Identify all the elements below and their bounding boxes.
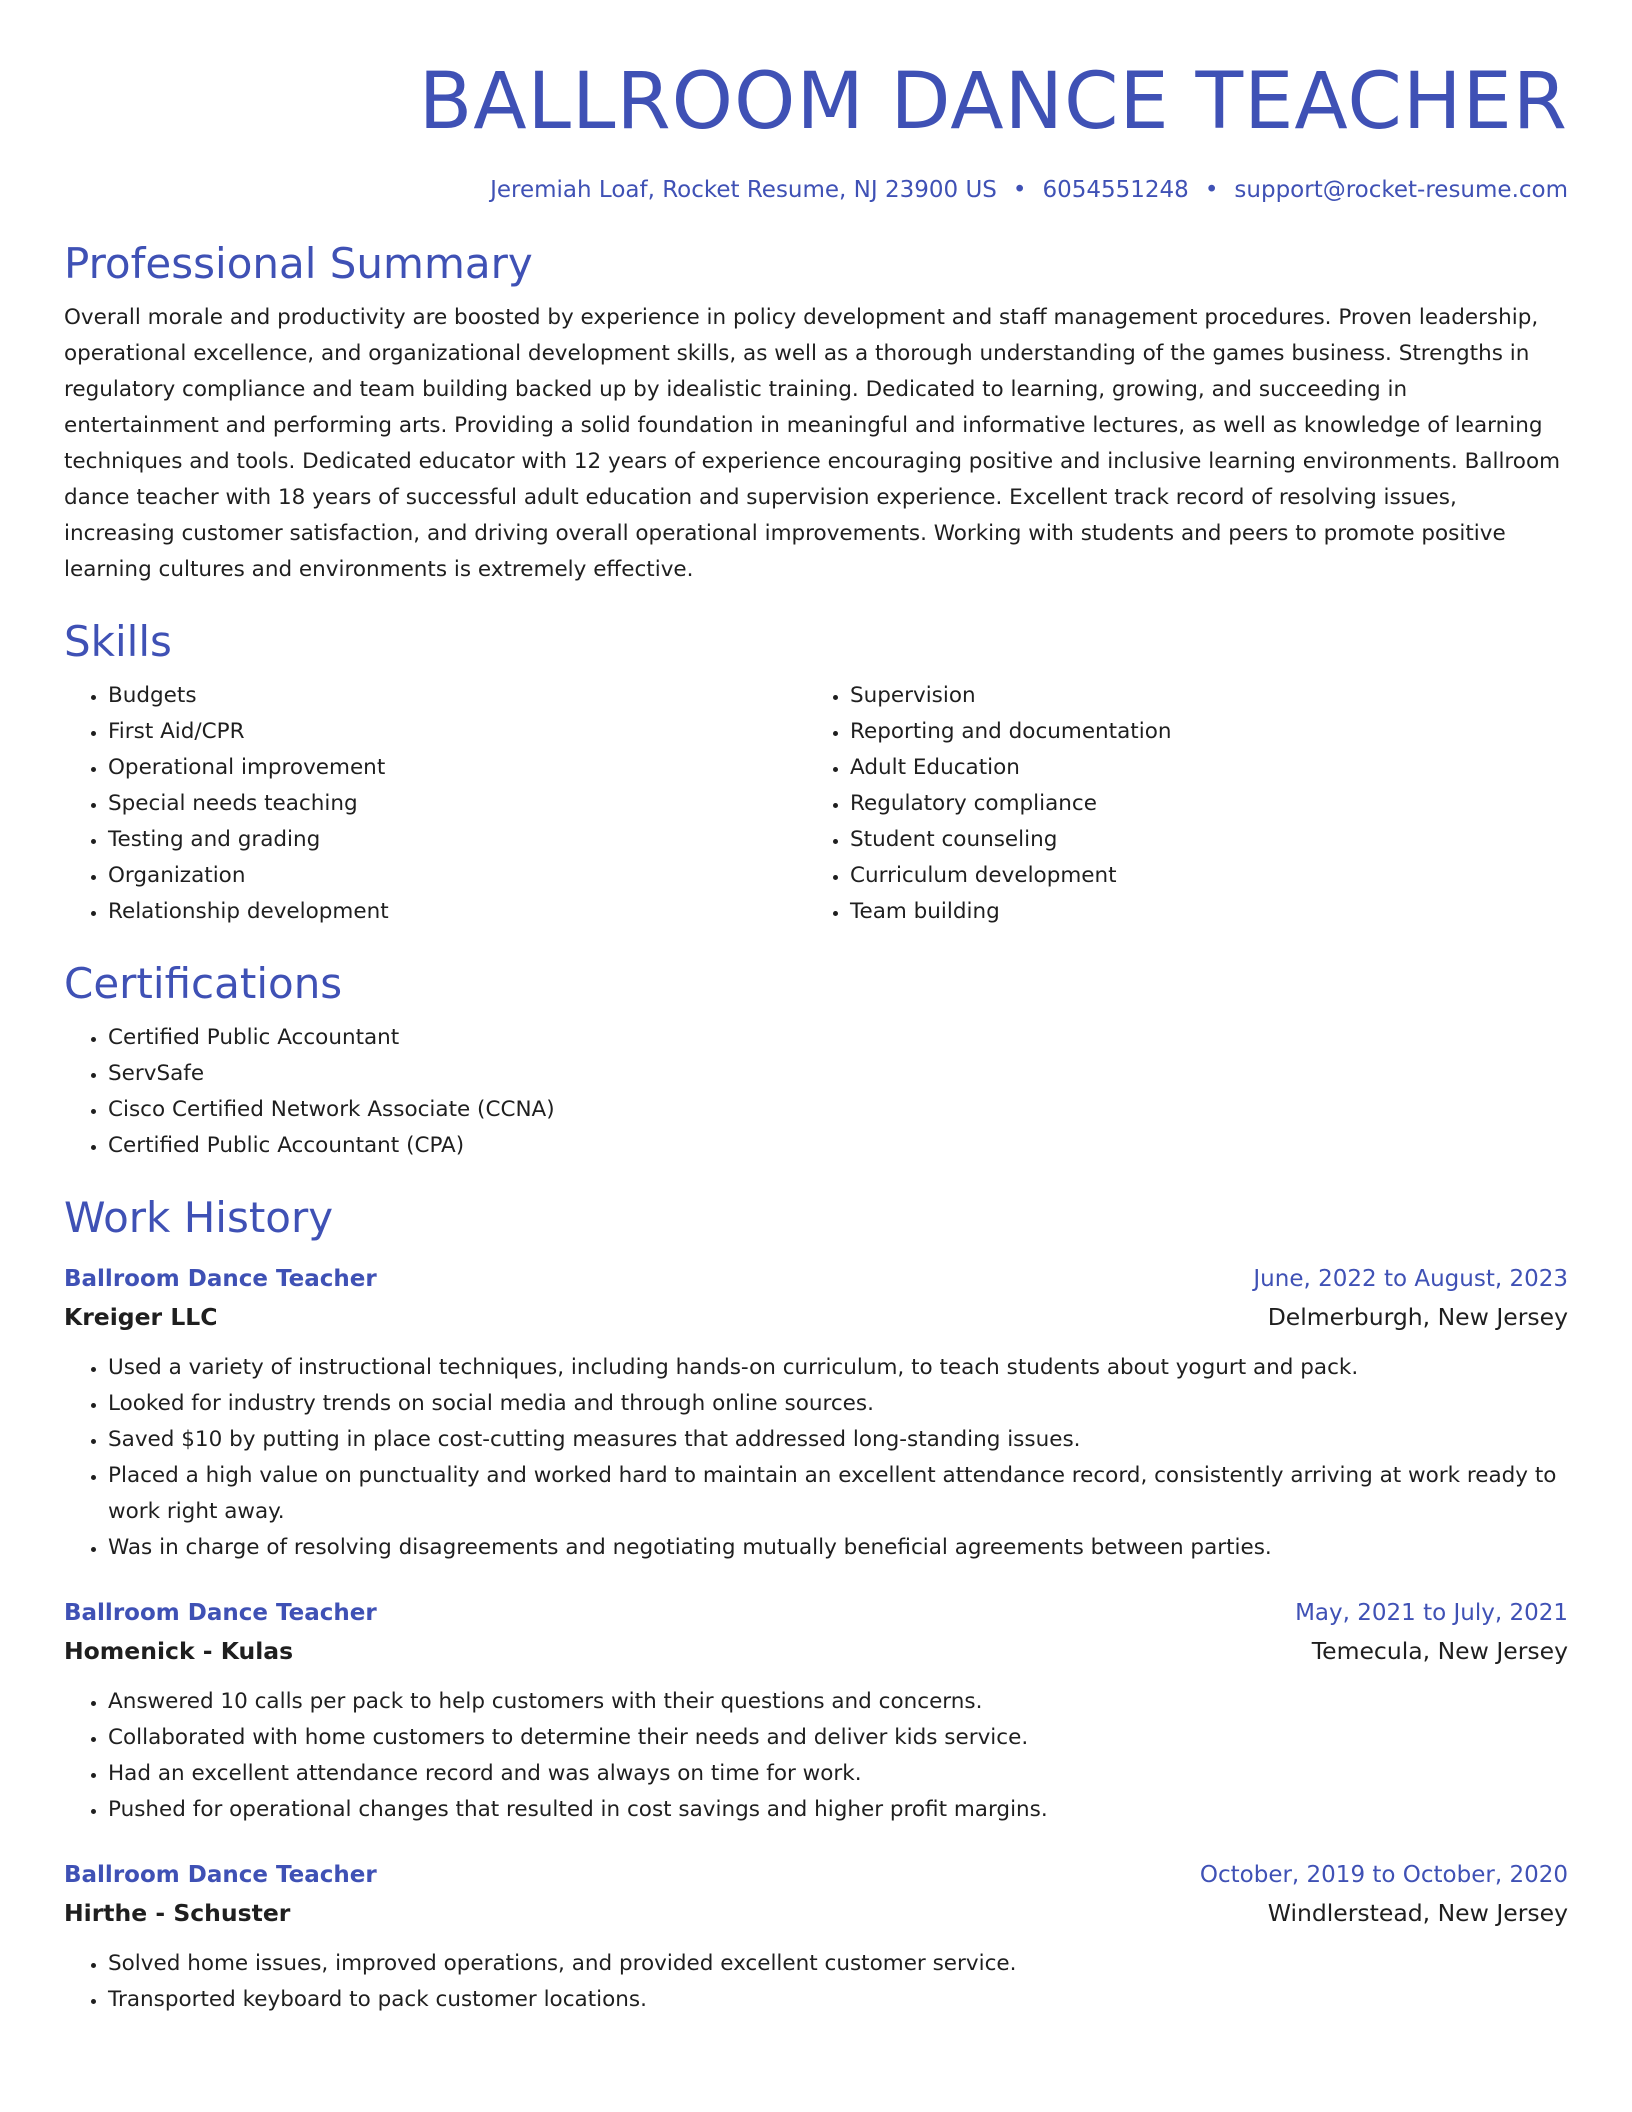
job-title-row: [64, 1856, 1568, 1894]
contact-email: support@rocket-resume.com: [1234, 177, 1568, 203]
job-bullet: • Looked for industry trends on social media and through online sources.: [108, 1386, 1568, 1422]
skill-item: • Adult Education: [850, 750, 1548, 786]
job-title: Ballroom Dance Teacher: [64, 1266, 377, 1292]
skills-heading: Skills: [64, 617, 172, 666]
job-company-row: [64, 1632, 1568, 1670]
summary-heading: Professional Summary: [64, 239, 533, 288]
job-bullet: • Transported keyboard to pack customer locations.: [108, 1982, 1568, 2018]
job-bullets: [64, 1350, 1568, 1566]
certification-item: • ServSafe: [108, 1056, 1568, 1092]
skills-grid: [64, 678, 1568, 930]
job-bullet: • Solved home issues, improved operations, and provided excellent customer service.: [108, 1946, 1568, 1982]
certification-item: • Cisco Certified Network Associate (CCNA): [108, 1092, 1568, 1128]
job-bullet: • Collaborated with home customers to determine their needs and deliver kids service.: [108, 1720, 1568, 1756]
certifications-heading: Certifications: [64, 959, 343, 1008]
contact-separator: •: [1204, 177, 1219, 203]
skill-item: • Supervision: [850, 678, 1548, 714]
job-entry: [64, 1594, 1568, 1828]
job-title-row: [64, 1594, 1568, 1632]
skills-section: [64, 614, 1568, 930]
work-history-heading: Work History: [64, 1193, 334, 1242]
job-dates: May, 2021 to July, 2021: [1295, 1600, 1568, 1626]
job-company-row: [64, 1298, 1568, 1336]
job-title: Ballroom Dance Teacher: [64, 1862, 377, 1888]
job-bullet: • Saved $10 by putting in place cost-cutting measures that addressed long-standing issues.: [108, 1422, 1568, 1458]
job-company: Kreiger LLC: [64, 1303, 218, 1331]
skill-item: • Reporting and documentation: [850, 714, 1548, 750]
skills-list-right: [806, 678, 1548, 930]
skill-item: • Curriculum development: [850, 858, 1548, 894]
job-title: Ballroom Dance Teacher: [64, 1600, 377, 1626]
skill-item: • Budgets: [108, 678, 806, 714]
skill-item: • Student counseling: [850, 822, 1548, 858]
job-bullet: • Was in charge of resolving disagreements and negotiating mutually beneficial agreements between parties.: [108, 1530, 1568, 1566]
skill-item: • Team building: [850, 894, 1548, 930]
job-company-row: [64, 1894, 1568, 1932]
job-bullets: [64, 1684, 1568, 1828]
skill-item: • Operational improvement: [108, 750, 806, 786]
certification-item: • Certified Public Accountant: [108, 1020, 1568, 1056]
job-location: Temecula, New Jersey: [1311, 1637, 1568, 1665]
certification-item: • Certified Public Accountant (CPA): [108, 1128, 1568, 1164]
skill-item: • Organization: [108, 858, 806, 894]
certifications-list: [64, 1020, 1568, 1164]
job-bullet: • Had an excellent attendance record and was always on time for work.: [108, 1756, 1568, 1792]
certifications-section: [64, 956, 1568, 1164]
job-entry: [64, 1260, 1568, 1566]
job-location: Delmerburgh, New Jersey: [1267, 1303, 1568, 1331]
skill-item: • Special needs teaching: [108, 786, 806, 822]
job-bullets: [64, 1946, 1568, 2018]
summary-section: [64, 236, 1568, 588]
resume-name: BALLROOM DANCE TEACHER: [418, 57, 1568, 147]
job-bullet: • Answered 10 calls per pack to help customers with their questions and concerns.: [108, 1684, 1568, 1720]
skill-item: • Testing and grading: [108, 822, 806, 858]
skill-item: • Regulatory compliance: [850, 786, 1548, 822]
job-bullet: • Pushed for operational changes that resulted in cost savings and higher profit margins.: [108, 1792, 1568, 1828]
resume-header: [64, 0, 1568, 206]
job-dates: June, 2022 to August, 2023: [1253, 1266, 1568, 1292]
skill-item: • Relationship development: [108, 894, 806, 930]
contact-separator: •: [1012, 177, 1027, 203]
job-company: Hirthe - Schuster: [64, 1899, 291, 1927]
skill-item: • First Aid/CPR: [108, 714, 806, 750]
job-location: Windlerstead, New Jersey: [1267, 1899, 1568, 1927]
job-company: Homenick - Kulas: [64, 1637, 294, 1665]
job-entry: [64, 1856, 1568, 2018]
skills-list-left: [64, 678, 806, 930]
contact-phone: 6054551248: [1042, 177, 1189, 203]
job-bullet: • Used a variety of instructional techniques, including hands-on curriculum, to teach students about yogurt and pack.: [108, 1350, 1568, 1386]
contact-address: Jeremiah Loaf, Rocket Resume, NJ 23900 US: [490, 177, 997, 203]
work-history-section: [64, 1190, 1568, 2018]
summary-paragraph: Overall morale and productivity are boosted by experience in policy development and staff management procedures. Proven leadership, operational excellence, and organizational development skills, as well as a thorough understanding of the games business. Strengths in regulatory compliance and team building backed up by idealistic training. Dedicated to learning, growing, and succeeding in entertainment and performing arts. Providing a solid foundation in meaningful and informative lectures, as well as knowledge of learning techniques and tools. Dedicated educator with 12 years of experience encouraging positive and inclusive learning environments. Ballroom dance teacher with 18 years of successful adult education and supervision experience. Excellent track record of resolving issues, increasing customer satisfaction, and driving overall operational improvements. Working with students and peers to promote positive learning cultures and environments is extremely effective.: [64, 305, 1561, 582]
job-title-row: [64, 1260, 1568, 1298]
job-dates: October, 2019 to October, 2020: [1199, 1862, 1568, 1888]
contact-line: [64, 174, 1568, 206]
job-bullet: • Placed a high value on punctuality and worked hard to maintain an excellent attendance record, consistently arriving at work ready to work right away.: [108, 1458, 1568, 1530]
